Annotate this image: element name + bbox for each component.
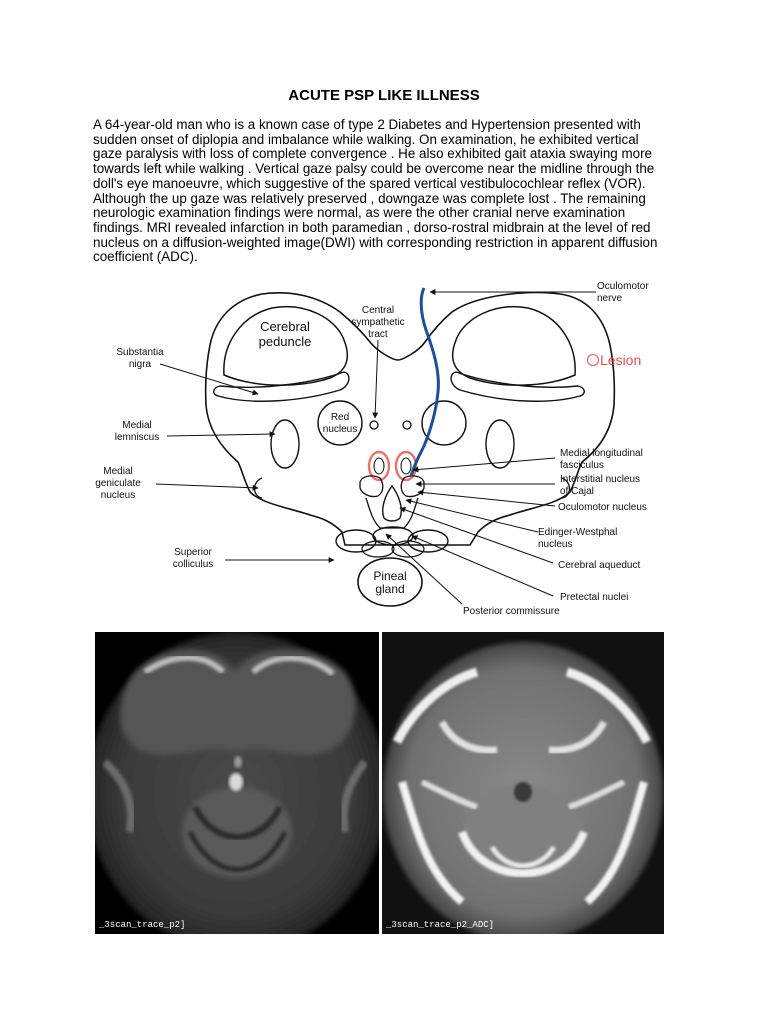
cerebral-peduncle-label: Cerebral — [260, 319, 310, 334]
medial-lemniscus-label: lemniscus — [114, 432, 160, 443]
red-nucleus-label: nucleus — [322, 424, 358, 435]
paragraph-line: gaze paralysis with loss of complete convergence . He also exhibited gait ataxia swaying more — [93, 146, 652, 162]
adc-scan-image — [382, 632, 664, 934]
paragraph-line: doll's eye manoeuvre, which suggestive of the spared vertical vestibulocochlear reflex (VOR). — [93, 175, 646, 191]
oculomotor-nerve-label: Oculomotor — [597, 281, 649, 292]
oculomotor-nerve-label: nerve — [597, 293, 623, 304]
paragraph-line: findings. MRI revealed infarction in both paramedian , dorso-rostral midbrain at the level of red — [93, 219, 651, 235]
superior-colliculus-label: colliculus — [172, 559, 214, 570]
paragraph-line: nucleus on a diffusion-weighted image(DWI) with corresponding restriction in apparent diffusion — [93, 234, 658, 250]
left-red-nucleus — [318, 401, 362, 445]
right-cerebral-peduncle-shape — [453, 307, 576, 385]
pineal-gland-label: Pineal — [373, 569, 407, 583]
lesion-legend-label: Lesion — [600, 352, 642, 368]
mlf-label: Medial longitudinal — [560, 448, 643, 459]
left-medial-lemniscus — [271, 420, 299, 468]
oculomotor-nerve-path — [411, 288, 438, 476]
cerebral-aqueduct-label: Cerebral aqueduct — [558, 560, 641, 571]
paragraph-line: A 64-year-old man who is a known case of type 2 Diabetes and Hypertension presented with — [93, 117, 641, 132]
red-nucleus-label: Red — [330, 412, 350, 423]
medial-geniculate-label: nucleus — [100, 490, 136, 501]
substantia-nigra-label: Substantia — [116, 347, 164, 358]
document-title: ACUTE PSP LIKE ILLNESS — [288, 87, 480, 104]
pretectal-nuclei-label: Pretectal nuclei — [560, 592, 629, 603]
cerebral-peduncle-label: peduncle — [258, 334, 312, 349]
periaqueductal-outline — [366, 498, 418, 528]
paragraph-line: neurologic examination findings were normal, as were the other cranial nerve examination — [93, 205, 626, 221]
center-posterior-oval — [373, 527, 413, 545]
paragraph-line: sudden onset of diplopia and imbalance while walking. On examination, he exhibited vertical — [93, 131, 639, 147]
dwi-scan-caption: _3scan_trace_p2] — [99, 920, 186, 930]
mlf-label: fasciculus — [560, 460, 604, 471]
medial-lemniscus-label: Medial — [122, 420, 152, 431]
central-sympathetic-label: sympathetic — [351, 317, 405, 328]
oculomotor-nucleus-label: Oculomotor nucleus — [558, 502, 647, 513]
left-pretectal-oval — [362, 541, 394, 557]
case-description — [93, 118, 683, 265]
left-mlf-core — [374, 458, 384, 474]
paragraph-line: coefficient (ADC). — [93, 249, 198, 265]
cajal-label: Interstitial nucleus — [560, 474, 641, 485]
substantia-nigra-label: nigra — [128, 359, 152, 370]
right-mlf-core — [401, 458, 411, 474]
midbrain-diagram — [95, 278, 670, 620]
right-substantia-nigra — [451, 372, 584, 401]
edinger-westphal-label: Edinger-Westphal — [538, 527, 618, 538]
central-sympathetic-label: Central — [361, 305, 395, 316]
dwi-scan-image — [95, 632, 379, 934]
left-sympathetic-tract-dot — [370, 421, 378, 429]
right-sympathetic-tract-dot — [403, 421, 411, 429]
central-sympathetic-label: tract — [368, 329, 388, 340]
posterior-commissure-label: Posterior commissure — [463, 606, 560, 617]
pineal-gland-label: gland — [375, 582, 405, 596]
medial-geniculate-label: Medial — [103, 466, 133, 477]
left-superior-colliculus — [336, 530, 376, 552]
superior-colliculus-label: Superior — [174, 547, 212, 558]
paragraph-line: Although the up gaze was relatively preserved , downgaze was complete lost . The remaining — [93, 190, 646, 206]
adc-scan-caption: _3scan_trace_p2_ADC] — [386, 920, 495, 930]
paragraph-line: towards left while walking . Vertical gaze palsy could be overcome near the midline through the — [93, 161, 655, 177]
lesion-legend-icon — [588, 355, 599, 366]
medial-geniculate-label: geniculate — [95, 478, 141, 489]
cajal-label: of Cajal — [560, 486, 594, 497]
cerebral-aqueduct-shape — [383, 486, 402, 521]
edinger-westphal-label: nucleus — [538, 539, 573, 550]
right-medial-lemniscus — [486, 420, 514, 468]
